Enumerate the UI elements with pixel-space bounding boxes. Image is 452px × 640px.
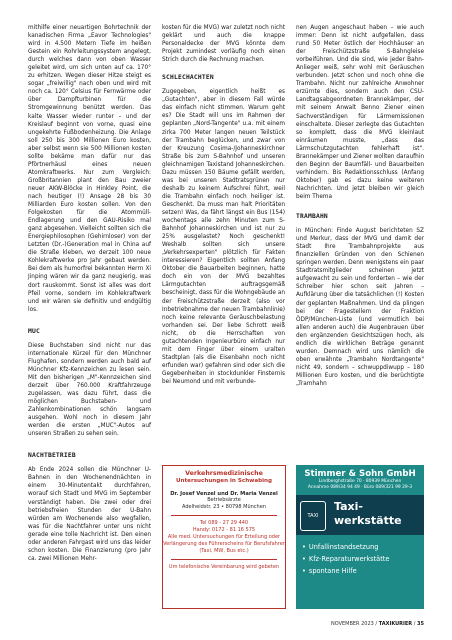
ad-medical-doctors: Dr. Josef Venzel und Dr. Maria Venzel [170, 490, 278, 497]
column2-intro: kosten für die MVG) war zuletzt noch nicht geklärt und auch die knappe Personaldecke der MVG könnte dem Projekt zumindest vorläufig noch einen Strich durch die Rechnung machen. [162, 25, 285, 64]
footer-page-number: 35 [417, 621, 424, 627]
ad-medical-hours: Handy: 0172 - 81 16 575 [192, 526, 256, 533]
ad-medical-exams [162, 465, 286, 609]
ad-stimmer-contact: Annahme 089/34 94 49 · Büro 089/321 99 29-3 [307, 485, 413, 490]
column1-intro: mithilfe einer neuartigen Bohrtechnik der kanadischen Firma „Eavor Technologies" wird in 4.500 Metern Tiefe im heißen Gestein ein Rohrleitungssystem angelegt, durch welches dann von oben Wasser geleitet wird, um sich unten auf ca. 170° zu erhitzen. Wegen dieser Hitze steigt es sogar „freiwillig" nach oben und wird mit noch ca. 120° Celsius für Fernwärme oder über Dampfturbinen für die Stromgewinnung benützt werden. Das kalte Wasser wieder runter – und der Kreislauf beginnt von vorne, quasi eine ungekehrte Fußbodenheizung. Die Anlage soll 250 bis 300 Millionen Euro kosten, aber selbst wenn sie 500 Millionen kosten sollte bekäme man dafür nur das Pförtnerhäusl eines neuen Atomkraftwerks. Nur zum Vergleich: Großbritannien plant den Bau zweier neuer AKW-Blöcke in Hinkley Point, die nach heutiger (!) Ansage 28 bis 30 Milliarden Euro kosten sollen. Von den Folgekosten für die Atommüll-Endlagerung und den GAU-Risiko mal ganz abgesehen. Vielleicht sollten sich die Energiephilosophen (Gehirnloser) von der Letzten (Dr.-)Generation mal in China auf die Straße kleben, wo derzeit 100 neue Kohlekraftwerke pro Jahr gebaut werden. Bei dem als humorfrei bekannten Herrn Xi Jinping wären wir da ganz neugierig, was dort rauskommt. Sonst ist alles was dort Pfeil vorne, sondern im Kohlekraftwerk und wir wären sie definitiv und endgültig los. [28, 25, 151, 313]
bullet-icon: • [302, 555, 306, 563]
trambahn-text: in München: Finde August berichteten SZ und Merkur, dass der MVG und damit der Stadt Ihre Trambahnprojekte aus finanziellen Gründen von den Schienen springen werden. Denn wenigstens ein paar Stadtratsmitglieder scheinen jetzt aufgewacht zu sein und forderten – wie der Schreiber hier schon seit Jahren – Aufklärung über die tatsächlichen (!) Kosten der geplanten Maßnahmen. Und da plingen bei der Fragestellern der Fraktion ÖDP/München-Liste (und vermutlich bei allen anderen auch) die Augenbrauen über den ergänzenden Gesichtszügen hoch, als endlich die wirklichen Beträge genannt wurden. Demnach wird uns nämlich die oben erwähnte „Trambahn Nordtangente" nicht 49, sondern – schwuppdiwupp – 180 Millionen Euro kosten, und die berüchtigte „Tramhahn [296, 228, 424, 387]
page-footer: NOVEMBER 2023 / TAXIKURIER / 35 [330, 621, 424, 627]
ad-stimmer-name: Stimmer & Sohn GmbH [304, 469, 416, 479]
list-item: • Kfz-Reparaturwerkstätte [302, 555, 390, 563]
ad-stimmer-sohn [296, 465, 424, 609]
taxi-sign-icon: TAXI [300, 501, 326, 531]
ad-stimmer-headline-1: Taxi- [334, 500, 363, 513]
ad-medical-subtitle: Untersuchungen in Schwabing [175, 478, 273, 484]
list-item: • Unfallinstandsetzung [302, 543, 379, 551]
article-column-2 [162, 24, 285, 386]
article-column-1 [28, 24, 151, 563]
ad-medical-services: Alle med. Untersuchungen für Erteilung oder Verlängerung des Führerscheins für Berufsfahrer (Taxi, MW, Bus etc.) [163, 533, 285, 554]
ad-stimmer-list [296, 541, 424, 577]
heading-muc: MUC [28, 327, 40, 335]
ad-stimmer-banner [296, 495, 424, 535]
nachtbetrieb-text: Ab Ende 2024 sollen die Münchner U-Bahnen in den Wochenendnächten in einem 30-Minutentakt durchfahren, worauf sich Stadt und MVG im September verständigt haben. Die zwei oder drei betriebsfreien Stunden der U-Bahn würden am Wochenende also wegfallen, was für die Nachtfahrer unter uns nicht gerade eine tolle Nachricht ist. Den einen oder anderen Fahrgast wird uns das leider schon kosten. Die Finanzierung (pro Jahr ca. zwei Millionen Mehr- [28, 467, 151, 562]
heading-schlechachten: SCHLECHACHTEN [162, 74, 214, 82]
ad-stimmer-headline-2: werkstätte [334, 514, 402, 527]
divider [171, 515, 277, 516]
ad-medical-phone: Tel 089 - 27 29 440 [199, 519, 249, 526]
bullet-icon: • [302, 567, 306, 575]
heading-trambahn: TRAMBAHN [296, 213, 328, 221]
divider [171, 559, 277, 560]
list-item: • spontane Hilfe [302, 567, 357, 575]
heading-nachtbetrieb: NACHTBETRIEB [28, 452, 76, 460]
ad-medical-footer: Um telefonische Vereinbarung wird gebeten [168, 563, 280, 570]
ad-medical-practice: Betriebsärzte [207, 496, 241, 503]
footer-issue: NOVEMBER 2023 [330, 621, 374, 627]
article-column-3 [296, 24, 424, 388]
bullet-icon: • [302, 543, 306, 551]
ad-stimmer-address: Lindberghstraße 70 · 80939 München [318, 479, 402, 484]
ad-medical-title: Verkehrsmedizinische [185, 470, 263, 477]
column3-intro: nen Augen angeschaut haben – wie auch immer: Denn ist nicht aufgefallen, dass rund 50 Meter östlich der Hochhäuser an der Freischützstraße S-Bahngleise vorbeiführen. Und die sind, wie jeder Bahn-Anlieger weiß, sehr wohl mit Geräuschen verbunden. Jetzt schon und noch ohne die Trambahn. Nicht nur zahlreiche Anwohner erzürnte dies, sondern auch den CSU-Landtagsabgeordneten Brannekämper, der mit seinem Anwalt Benno Ziener einen Sachverständigen für Lärmemissionen einschaltete. Dieser zerlegte das Gutachten so komplett, dass die MVG kleinlaut einräumen musste, „dass das Lärmschutzgutachten fehlerhaft ist". Brannekämper und Ziener wollten daraufhin den Beginn der Baumfäll- und Bauarbeiten verhindern. Bis Redaktionsschluss (Anfang Oktober) gab es dazu keine weiteren Nachrichten. Und jetzt bleiben wir gleich beim Thema [296, 25, 424, 200]
schlechachten-text: Zugegeben, eigentlich heißt es „Gutachten", aber in diesem Fall würde das einfach nicht stimmen. Warum geht es? Die Stadt will uns im Rahmen der geplanten „Nord-Tangente" u.a. mit einem zirka 700 Meter langen neuen Teilstück der Trambahn beglücken, und zwar von der Kreuzung Cosima-/Johanneskirchner Straße bis zum S-Bahnhof und unseren gleichnamigen Taxistand Johanneskirchen. Dazu müssen 150 Bäume gefällt werden, was bei unseren Stadtratsgrünen nur deshalb zu keinem Aufschrei führt, weil die Trambahn einfach noch heiliger ist. Geschenkt. Da muss man halt Prioritäten setzen! Was, da fährt längst ein Bus (154) wochentags alle zehn Minuten zum S-Bahnhof Johanneskirchen und ist nur zu 25% ausgelastet? Noch geschenkt! Weshalb sollten sich unsere „Verkehrsexperten" plötzlich für Fakten interessieren? Eigentlich sollten Anfang Oktober die Bauarbeiten beginnen, hatte doch ein von der MVG bezahltes Lärmgutachten auftragsgemäß bescheinigt, dass für die Wohngebäude an der Freischützstraße derzeit (also vor Inbetriebnahme der neuen Trambahnlinie) noch keine relevante Geräuschbelastung vorhanden sei. Der liebe Schrott weiß nicht, ob die Herrschaften von gutachtenden Ingenieurbüro einfach nur mit dem Finger über einem uralten Stadtplan (als die Eisenbahn noch nicht erfunden war) gefahren sind oder sich die Gegebenheiten in stockdunkler Finsternis bei Neumond und mit verbunde- [162, 89, 285, 385]
muc-text: Diese Buchstaben sind nicht nur das internationale Kürzel für den Münchner Flughafen, sondern werden auch bald auf Münchner Kfz-Kennzeichen zu lesen sein. Mit den bisherigen „M"-Kennzeichen sind derzeit über 760.000 Kraftfahrzeuge zugelassen, was dazu führt, dass die möglichen Buchstaben- und Zahlenkombinationen schön langsam ausgehen. Wohl noch in diesem Jahr werden die ersten „MUC"-Autos auf unseren Straßen zu sehen sein. [28, 342, 151, 438]
footer-magazine: TAXIKURIER [378, 621, 413, 627]
ad-medical-address: Adelheidstr. 23 • 80798 München [182, 503, 266, 510]
